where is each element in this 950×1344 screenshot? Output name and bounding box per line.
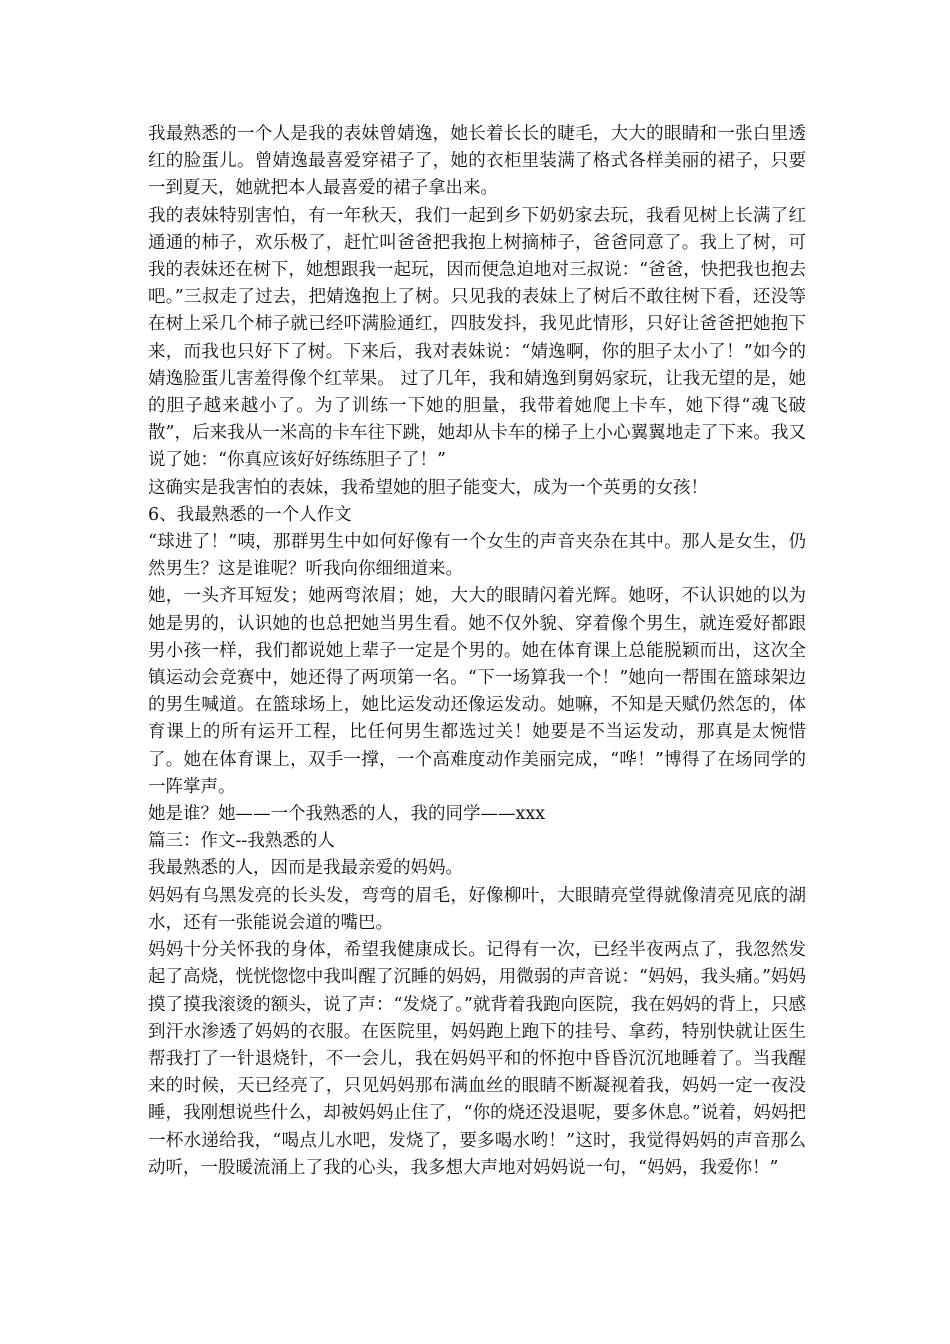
paragraph-mother-appearance: 妈妈有乌黑发亮的长头发，弯弯的眉毛，好像柳叶，大眼睛亮堂得就像清亮见底的湖水，还有一张能说会道的嘴巴。	[148, 885, 806, 933]
paragraph-mother-story: 妈妈十分关怀我的身体，希望我健康成长。记得有一次，已经半夜两点了，我忽然发起了高烧，恍恍惚惚中我叫醒了沉睡的妈妈，用微弱的声音说：“妈妈，我头痛。”妈妈摸了摸我滚烫的额头，说了声：“发烧了。”就背着我跑向医院，我在妈妈的背上，只感到汗水渗透了妈妈的衣服。在医院里，妈妈跑上跑下的挂号、拿药，特别快就让医生帮我打了一针退烧针，不一会儿，我在妈妈平和的怀抱中昏昏沉沉地睡着了。当我醒来的时候，天已经亮了，只见妈妈那布满血丝的眼睛不断凝视着我，妈妈一定一夜没睡，我刚想说些什么，却被妈妈止住了，“你的烧还没退呢，要多休息。”说着，妈妈把一杯水递给我，“喝点儿水吧，发烧了，要多喝水哟！”这时，我觉得妈妈的声音那么动听，一股暖流涌上了我的心头，我多想大声地对妈妈说一句，“妈妈，我爱你！”	[148, 940, 806, 1178]
paragraph-cousin-intro: 我最熟悉的一个人是我的表妹曾婧逸，她长着长长的睫毛，大大的眼睛和一张白里透红的脸蛋儿。曾婧逸最喜爱穿裙子了，她的衣柜里装满了格式各样美丽的裙子，只要一到夏天，她就把本人最喜爱的裙子拿出来。	[148, 124, 806, 199]
paragraph-cousin-story: 我的表妹特别害怕，有一年秋天，我们一起到乡下奶奶家去玩，我看见树上长满了红通通的柿子，欢乐极了，赶忙叫爸爸把我抱上树摘柿子，爸爸同意了。我上了树，可我的表妹还在树下，她想跟我一起玩，因而便急迫地对三叔说：“爸爸，快把我也抱去吧。”三叔走了过去，把婧逸抱上了树。只见我的表妹上了树后不敢往树下看，还没等在树上采几个柿子就已经吓满脸通红，四肢发抖，我见此情形，只好让爸爸把她抱下来，而我也只好下了树。下来后，我对表妹说：“婧逸啊，你的胆子太小了！”如今的婧逸脸蛋儿害羞得像个红苹果。 过了几年，我和婧逸到舅妈家玩，让我无望的是，她的胆子越来越小了。为了训练一下她的胆量，我带着她爬上卡车，她下得“魂飞破散”，后来我从一米高的卡车往下跳，她却从卡车的梯子上小心翼翼地走了下来。我又说了她：“你真应该好好练练胆子了！”	[148, 205, 806, 471]
paragraph-classmate-intro: “球进了！”咦，那群男生中如何好像有一个女生的声音夹杂在其中。那人是女生，仍然男生？这是谁呢？听我向你细细道来。	[148, 532, 806, 580]
document-body	[148, 121, 806, 1182]
paragraph-mother-intro: 我最熟悉的人，因而是我最亲爱的妈妈。	[148, 858, 463, 879]
section-heading-6: 6、我最熟悉的一个人作文	[148, 504, 352, 525]
section-heading-3: 篇三：作文--我熟悉的人	[148, 831, 335, 852]
paragraph-classmate-story: 她，一头齐耳短发；她两弯浓眉；她，大大的眼睛闪着光辉。她呀，不认识她的以为她是男的，认识她的也总把她当男生看。她不仅外貌、穿着像个男生，就连爱好都跟男小孩一样，我们都说她上辈子一定是个男的。她在体育课上总能脱颖而出，这次全镇运动会竞赛中，她还得了两项第一名。“下一场算我一个！”她向一帮围在篮球架边的男生喊道。在篮球场上，她比运发动还像运发动。她嘛，不知是天赋仍然怎的，体育课上的所有运开工程，比任何男生都选过关！她要是不当运发动，那真是太惋惜了。她在体育课上，双手一撑，一个高难度动作美丽完成，“哗！”博得了在场同学的一阵掌声。	[148, 586, 806, 797]
paragraph-classmate-conclusion: 她是谁？她——一个我熟悉的人，我的同学——xxx	[148, 804, 546, 825]
paragraph-cousin-conclusion: 这确实是我害怕的表妹，我希望她的胆子能变大，成为一个英勇的女孩！	[148, 477, 708, 498]
